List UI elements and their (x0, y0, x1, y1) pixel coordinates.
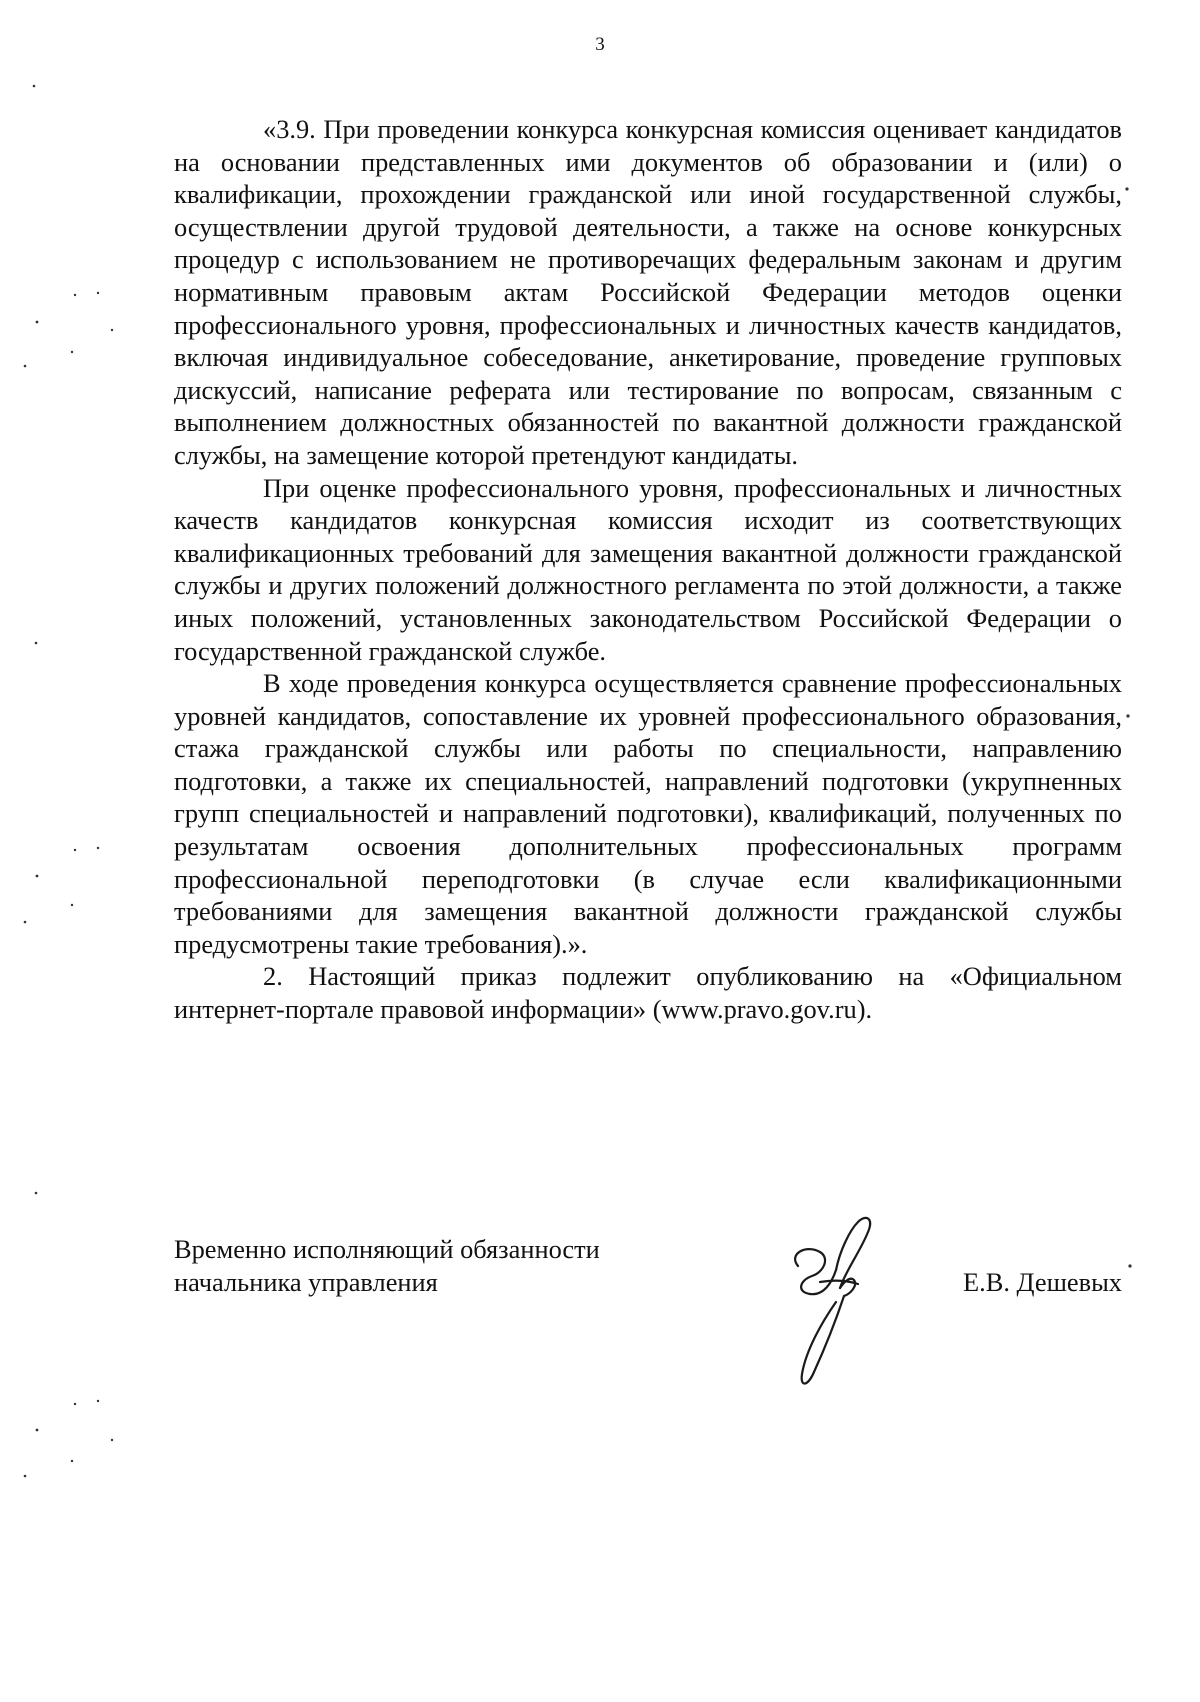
paragraph-publication: 2. Настоящий приказ подлежит опубликованию на «Официальном интернет-портале правовой информации» (www.pravo.gov.ru). (174, 961, 1122, 1025)
paragraph-3-9: «3.9. При проведении конкурса конкурсная комиссия оценивает кандидатов на основании представленных ими документов об образовании и (или) о квалификации, прохождении гражданской или иной государственной службы, осуществлении другой трудовой деятельности, а также на основе конкурсных процедур с использованием не противоречащих федеральным законам и другим нормативным правовым актам Российской Федерации методов оценки профессионального уровня, профессиональных и личностных качеств кандидатов, включая индивидуальное собеседование, анкетирование, проведение групповых дискуссий, написание реферата или тестирование по вопросам, связанным с выполнением должностных обязанностей по вакантной должности гражданской службы, на замещение которой претендуют кандидаты. (174, 114, 1122, 470)
paragraph-assessment: При оценке профессионального уровня, профессиональных и личностных качеств кандидатов конкурсная комиссия исходит из соответствующих квалификационных требований для замещения вакантной должности гражданской службы и других положений должностного регламента по этой должности, а также иных положений, установленных законодательством Российской Федерации о государственной гражданской службе. (174, 472, 1122, 666)
signatory-position-line1: Временно исполняющий обязанности (174, 1234, 600, 1264)
paragraph-comparison: В ходе проведения конкурса осуществляется сравнение профессиональных уровней кандидатов, сопоставление их уровней профессионального образования, стажа гражданской службы или работы по специальности, направлению подготовки, а также их специальностей, направлений подготовки (укрупненных групп специальностей и направлений подготовки), квалификаций, полученных по результатам освоения дополнительных профессиональных программ профессиональной переподготовки (в случае если квалификационными требованиями для замещения вакантной должности гражданской службы предусмотрены такие требования).». (174, 668, 1122, 959)
signatory-position-line2: начальника управления (174, 1266, 438, 1297)
signatory-name: Е.В. Дешевых (963, 1266, 1122, 1297)
page-number: 3 (595, 34, 605, 55)
